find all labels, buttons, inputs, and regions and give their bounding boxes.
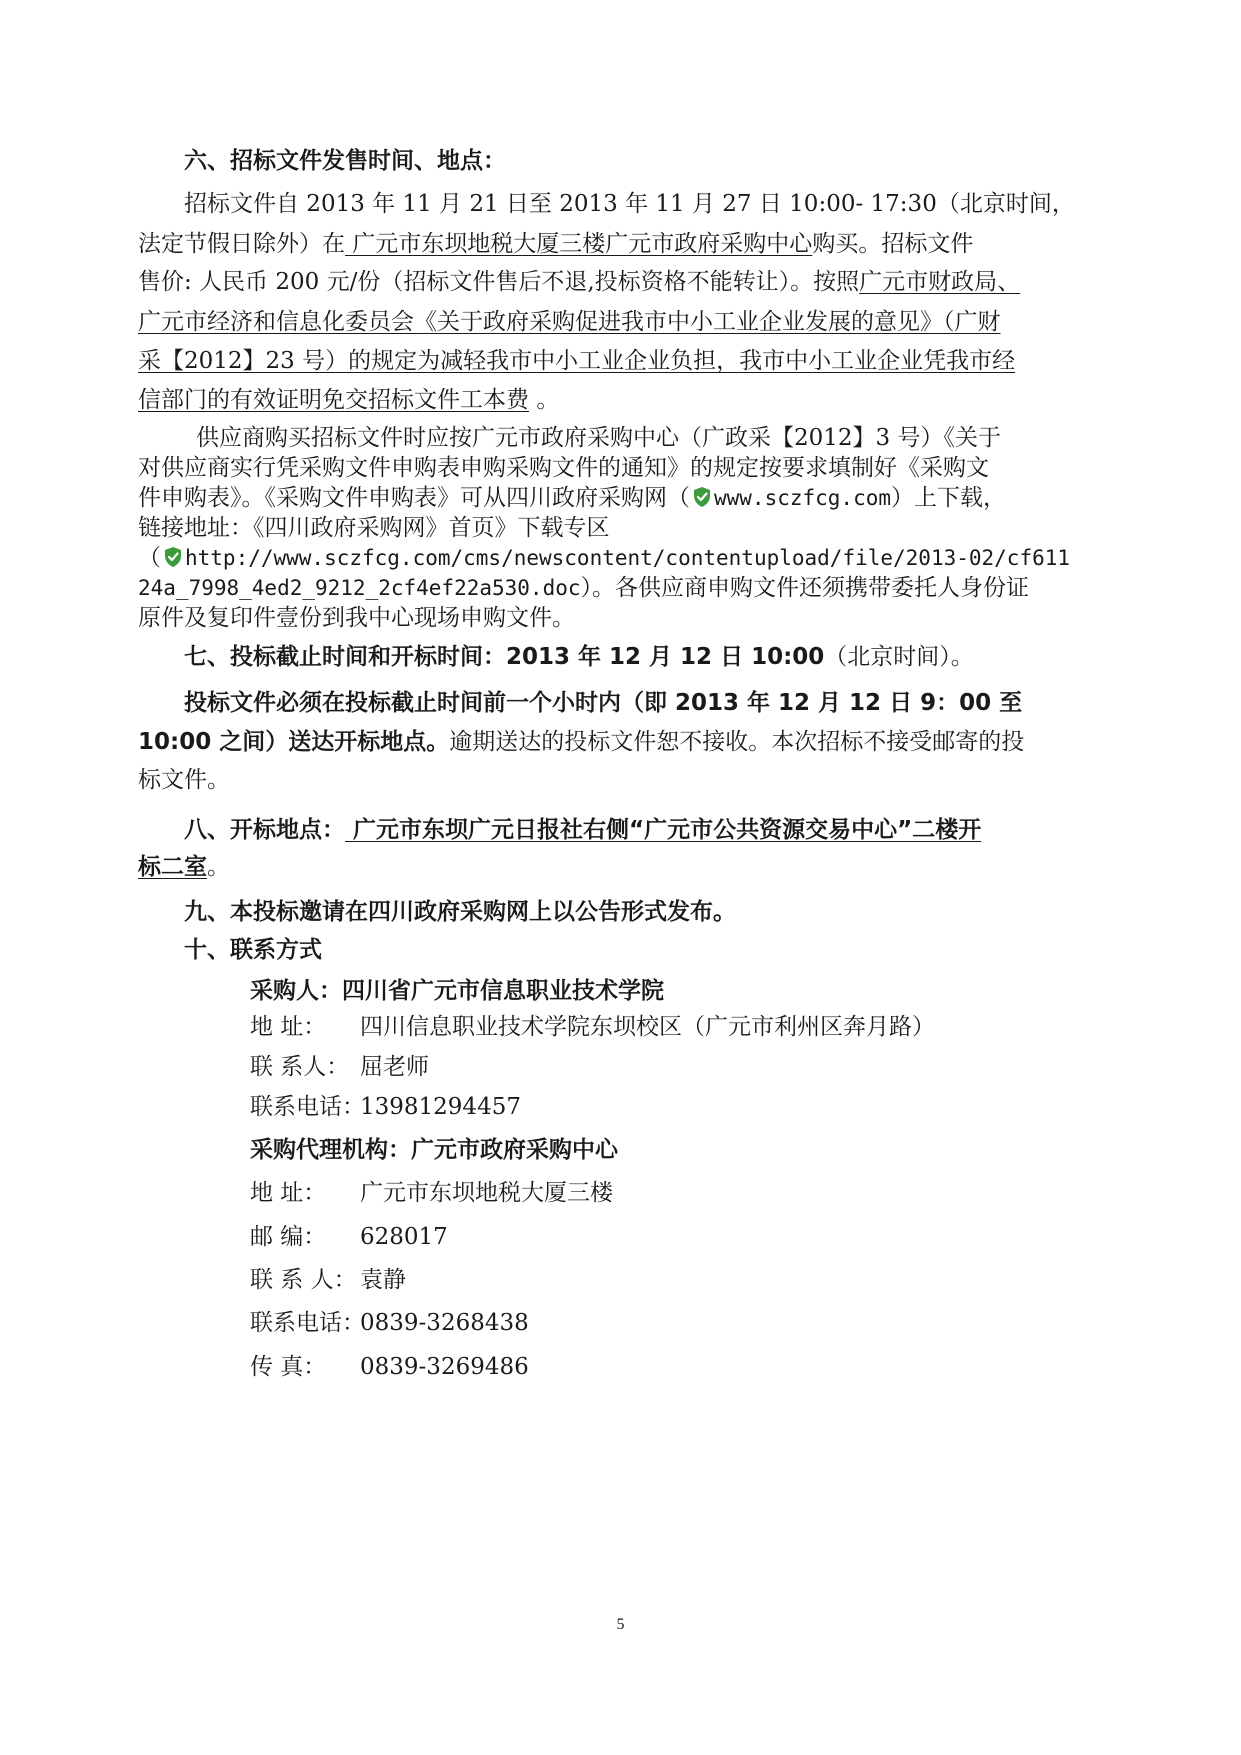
s6-p1-line5: 采【2012】23 号）的规定为减轻我市中小工业企业负担，我市中小工业企业凭我市经 — [138, 348, 1016, 374]
s6-p1-line1: 招标文件自 2013 年 11 月 21 日至 2013 年 11 月 27 日 10:00- 17:30（北京时间， — [184, 191, 1075, 217]
s7-line1: 投标文件必须在投标截止时间前一个小时内（即 2013 年 12 月 12 日 9：00 至 — [184, 690, 1023, 716]
section-7-heading: 七、投标截止时间和开标时间：2013 年 12 月 12 日 10:00（北京时间）。 — [184, 644, 974, 670]
buyer-contact: 联 系人： 屈老师 — [250, 1054, 429, 1080]
shield-check-icon — [163, 546, 183, 568]
buyer-phone: 联系电话：13981294457 — [250, 1094, 521, 1120]
agency-zip: 邮 编： 628017 — [250, 1224, 448, 1250]
section-8-heading: 八、开标地点： 广元市东坝广元日报社右侧“广元市公共资源交易中心”二楼开 — [184, 817, 982, 843]
s8-line2: 标二室。 — [138, 854, 230, 880]
bid-opening-location: 广元市东坝广元日报社右侧“广元市公共资源交易中心”二楼开 — [345, 817, 982, 843]
shield-check-icon — [692, 486, 712, 508]
agency-contact: 联 系 人： 袁静 — [250, 1267, 406, 1293]
sale-location: 广元市东坝地税大厦三楼广元市政府采购中心 — [345, 231, 813, 257]
page-number: 5 — [616, 1616, 625, 1633]
s6-p2-line5: （ http://www.sczfcg.com/cms/newscontent/contentupload/file/2013-02/cf611 — [138, 545, 1071, 571]
s7-line3: 标文件。 — [138, 767, 230, 793]
section-6-heading: 六、招标文件发售时间、地点： — [184, 148, 506, 174]
s6-p2-line4: 链接地址：《四川政府采购网》首页》下载专区 — [138, 515, 610, 541]
buyer-address: 地 址： 四川信息职业技术学院东坝校区（广元市利州区奔月路） — [250, 1014, 935, 1040]
s6-p2-line2: 对供应商实行凭采购文件申购表申购采购文件的通知》的规定按要求填制好《采购文 — [138, 455, 989, 481]
site-link[interactable]: www.sczfcg.com — [714, 486, 892, 510]
agency-label: 采购代理机构：广元市政府采购中心 — [250, 1137, 618, 1163]
agency-address: 地 址： 广元市东坝地税大厦三楼 — [250, 1180, 613, 1206]
agency-fax: 传 真： 0839-3269486 — [250, 1354, 529, 1380]
s6-p2-line1: 供应商购买招标文件时应按广元市政府采购中心（广政采【2012】3 号）《关于 — [196, 425, 1001, 451]
s6-p2-line3: 件申购表》。《采购文件申购表》可从四川政府采购网（ www.sczfcg.com）上下载， — [138, 485, 1007, 511]
buyer-label: 采购人：四川省广元市信息职业技术学院 — [250, 978, 664, 1004]
s6-p1-line3: 售价: 人民币 200 元/份（招标文件售后不退,投标资格不能转让）。按照广元市财政局、 — [138, 269, 1021, 295]
section-9-heading: 九、本投标邀请在四川政府采购网上以公告形式发布。 — [184, 899, 736, 925]
download-link-cont[interactable]: 24a_7998_4ed2_9212_2cf4ef22a530.doc — [138, 576, 581, 600]
s6-p2-line6: 24a_7998_4ed2_9212_2cf4ef22a530.doc）。各供应商申购文件还须携带委托人身份证 — [138, 575, 1030, 601]
s6-p1-line6: 信部门的有效证明免交招标文件工本费 。 — [138, 387, 560, 413]
s6-p2-line7: 原件及复印件壹份到我中心现场申购文件。 — [138, 605, 575, 631]
section-10-heading: 十、联系方式 — [184, 937, 322, 963]
s6-p1-line2: 法定节假日除外）在 广元市东坝地税大厦三楼广元市政府采购中心购买。招标文件 — [138, 231, 974, 257]
s6-p1-line4: 广元市经济和信息化委员会《关于政府采购促进我市中小工业企业发展的意见》（广财 — [138, 309, 1001, 335]
download-link[interactable]: http://www.sczfcg.com/cms/newscontent/contentupload/file/2013-02/cf611 — [185, 546, 1071, 570]
agency-phone: 联系电话：0839-3268438 — [250, 1310, 529, 1336]
s7-line2: 10:00 之间）送达开标地点。逾期送达的投标文件恕不接收。本次招标不接受邮寄的投 — [138, 729, 1025, 755]
